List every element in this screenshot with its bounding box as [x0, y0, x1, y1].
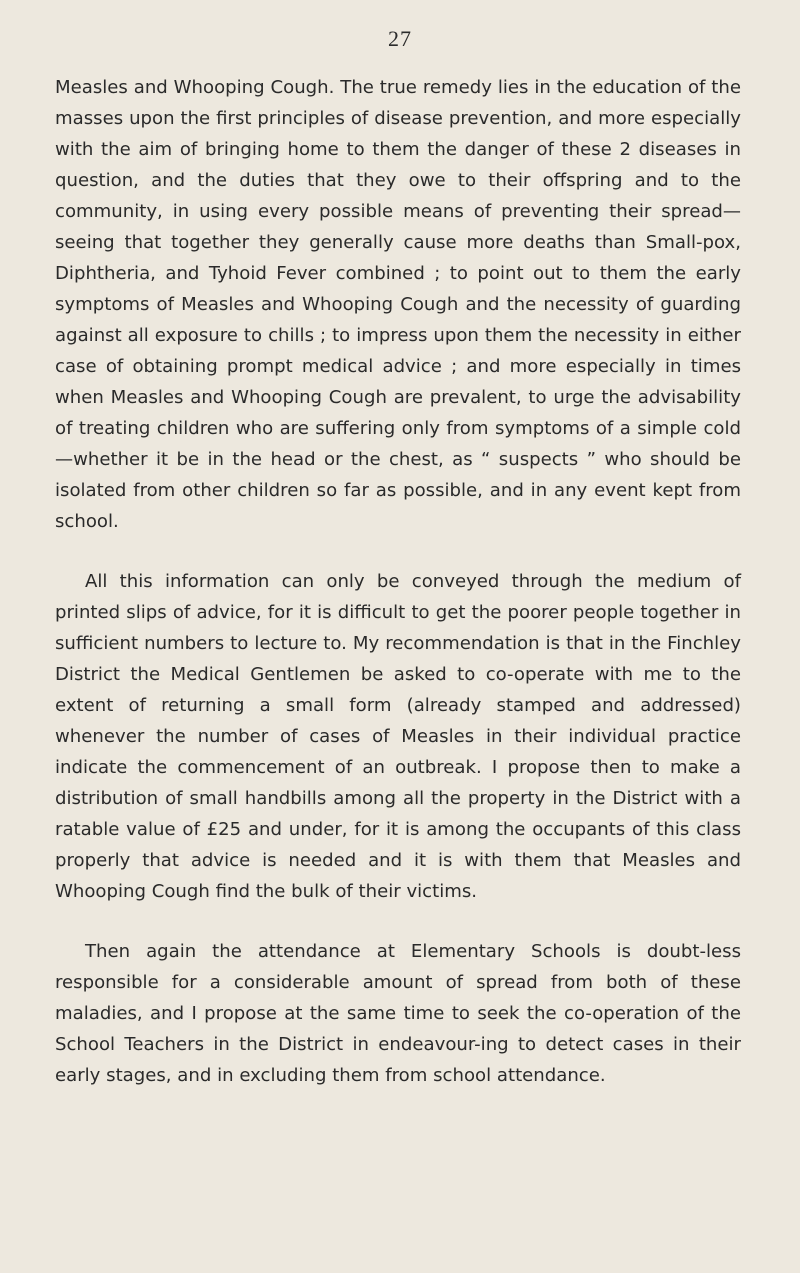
- body-text: [55, 72, 741, 1091]
- page-number: 27: [388, 26, 412, 51]
- paragraph-school-attendance: Then again the attendance at Elementary Schools is doubt-less responsible for a considerable amount of spread from both of these maladies, and I propose at the same time to seek the co-operation of the School Teachers in the District in endeavour-ing to detect cases in their early stages, and in excluding them from school attendance.: [55, 941, 741, 1086]
- paragraph-printed-advice: All this information can only be conveyed through the medium of printed slips of advice, for it is difficult to get the poorer people together in sufficient numbers to lecture to. My recommendation is that in the Finchley District the Medical Gentlemen be asked to co-operate with me to the extent of returning a small form (already stamped and addressed) whenever the number of cases of Measles in their individual practice indicate the commencement of an outbreak. I propose then to make a distribution of small handbills among all the property in the District with a ratable value of £25 and under, for it is among the occupants of this class properly that advice is needed and it is with them that Measles and Whooping Cough find the bulk of their victims.: [55, 571, 741, 902]
- paragraph-measles-remedy: Measles and Whooping Cough. The true remedy lies in the education of the masses upon the first principles of disease prevention, and more especially with the aim of bringing home to them the danger of these 2 diseases in question, and the duties that they owe to their offspring and to the community, in using every possible means of preventing their spread—seeing that together they generally cause more deaths than Small-pox, Diphtheria, and Tyhoid Fever combined ; to point out to them the early symptoms of Measles and Whooping Cough and the necessity of guarding against all exposure to chills ; to impress upon them the necessity in either case of obtaining prompt medical advice ; and more especially in times when Measles and Whooping Cough are prevalent, to urge the advisability of treating children who are suffering only from symptoms of a simple cold —whether it be in the head or the chest, as “ suspects ” who should be isolated from other children so far as possible, and in any event kept from school.: [55, 77, 741, 532]
